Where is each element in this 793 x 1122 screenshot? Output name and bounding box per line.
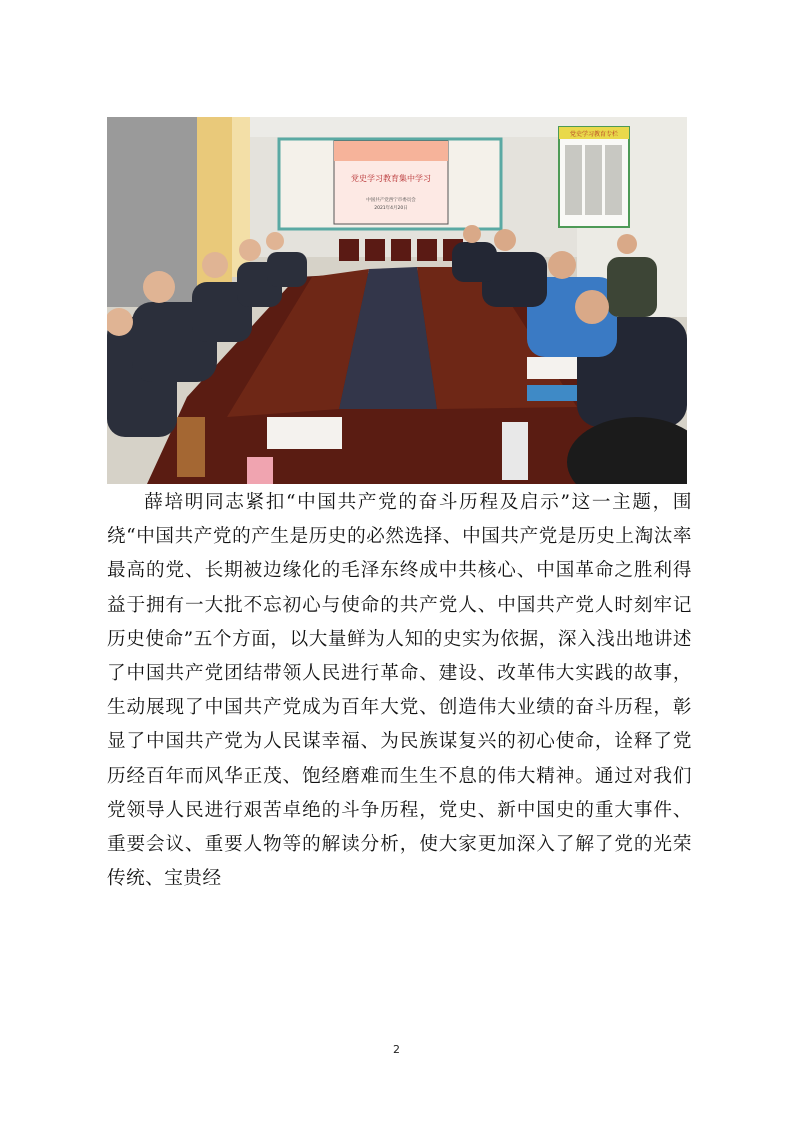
- banner-title: 党史学习教育集中学习: [351, 174, 431, 183]
- wall-board-title: 党史学习教育专栏: [569, 131, 619, 138]
- banner-org: 中国共产党西宁市委员会: [366, 198, 416, 203]
- banner-date: 2021年4月20日: [374, 206, 408, 211]
- page-number: 2: [393, 1043, 400, 1056]
- meeting-photo-illustration: [107, 117, 687, 484]
- body-paragraph: 薛培明同志紧扣“中国共产党的奋斗历程及启示”这一主题，围绕“中国共产党的产生是历史的必然选择、中国共产党是历史上淘汰率最高的党、长期被边缘化的毛泽东终成中共核心、中国革命之胜利得益于拥有一大批不忘初心与使命的共产党人、中国共产党人时刻牢记历史使命”五个方面，以大量鲜为人知的史实为依据，深入浅出地讲述了中国共产党团结带领人民进行革命、建设、改革伟大实践的故事，生动展现了中国共产党成为百年大党、创造伟大业绩的奋斗历程，彰显了中国共产党为人民谋幸福、为民族谋复兴的初心使命，诠释了党历经百年而风华正茂、饱经磨难而生生不息的伟大精神。通过对我们党领导人民进行艰苦卓绝的斗争历程，党史、新中国史的重大事件、重要会议、重要人物等的解读分析，使大家更加深入了解了党的光荣传统、宝贵经: [107, 492, 692, 890]
- meeting-photo: [107, 117, 687, 484]
